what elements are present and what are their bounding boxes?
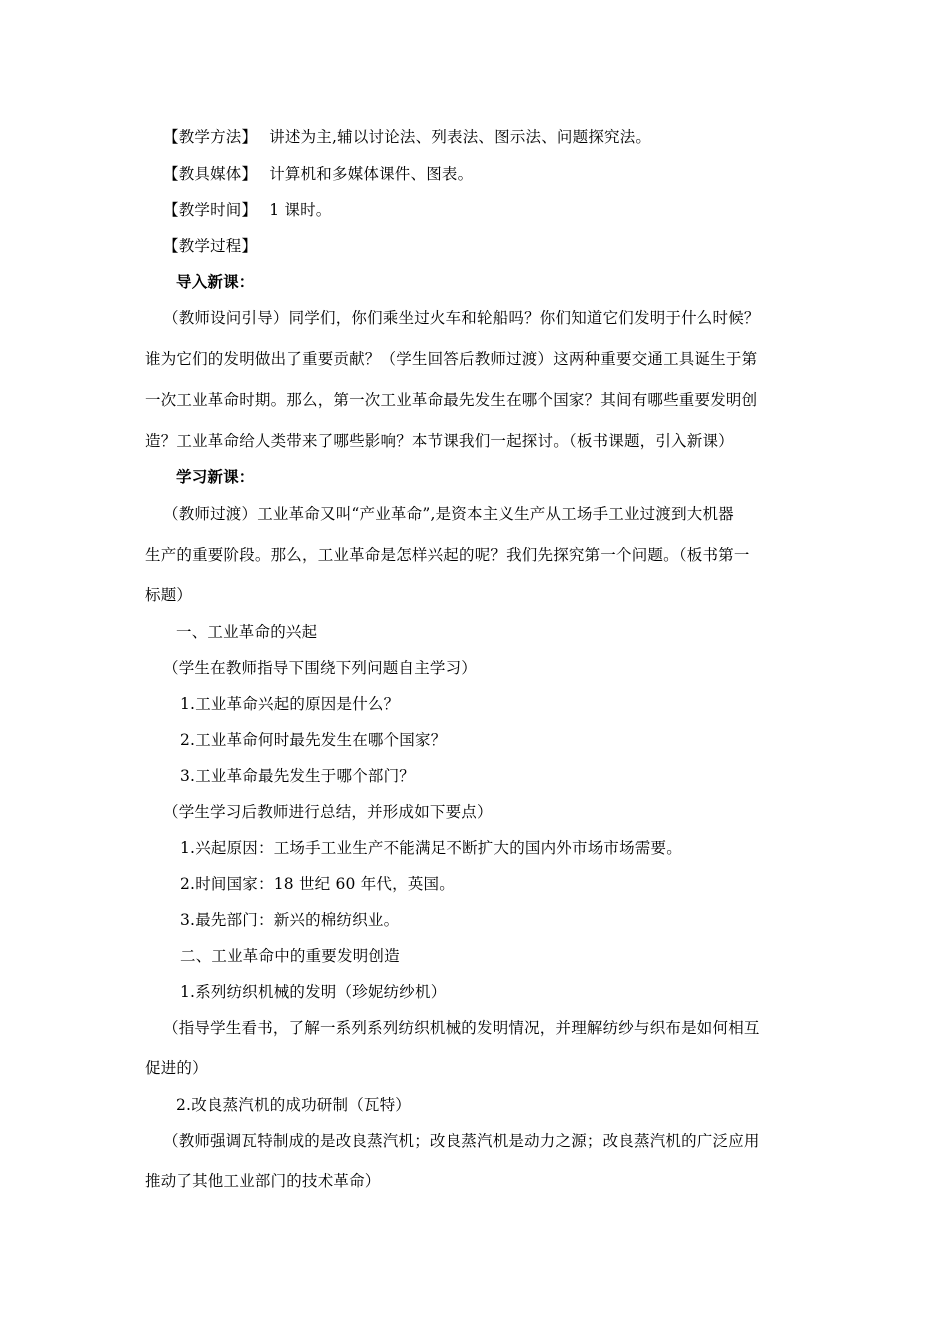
section1-question: 2.工业革命何时最先发生在哪个国家？: [180, 731, 447, 749]
media-line: [163, 164, 473, 184]
media-label: 【教具媒体】: [163, 165, 258, 183]
section2-note: 推动了其他工业部门的技术革命）: [145, 1172, 381, 1190]
section1-question: 3.工业革命最先发生于哪个部门？: [180, 767, 415, 785]
intro-line: （教师设问引导）同学们，你们乘坐过火车和轮船吗？你们知道它们发明于什么时候？: [163, 309, 760, 327]
teaching-method-label: 【教学方法】: [163, 128, 258, 146]
time-label: 【教学时间】: [163, 201, 258, 219]
media-value: 计算机和多媒体课件、图表。: [269, 165, 474, 183]
section2-title: 二、工业革命中的重要发明创造: [180, 947, 400, 965]
process-label: 【教学过程】: [163, 237, 258, 255]
intro-line: 谁为它们的发明做出了重要贡献？（学生回答后教师过渡）这两种重要交通工具诞生于第: [145, 350, 758, 368]
section2-note: （教师强调瓦特制成的是改良蒸汽机；改良蒸汽机是动力之源；改良蒸汽机的广泛应用: [163, 1132, 760, 1150]
section1-question: 1.工业革命兴起的原因是什么？: [180, 695, 400, 713]
teaching-method-line: [163, 127, 651, 147]
time-line: [163, 200, 332, 220]
intro-line: 造？工业革命给人类带来了哪些影响？本节课我们一起探讨。（板书课题，引入新课）: [145, 432, 734, 450]
section1-point: 2.时间国家：18 世纪 60 年代，英国。: [180, 875, 455, 893]
intro-line: 一次工业革命时期。那么，第一次工业革命最先发生在哪个国家？其间有哪些重要发明创: [145, 391, 758, 409]
new-lesson-line: 生产的重要阶段。那么，工业革命是怎样兴起的呢？我们先探究第一个问题。（板书第一: [145, 546, 750, 564]
section2-note: 促进的）: [145, 1059, 208, 1077]
section1-prompt: （学生在教师指导下围绕下列问题自主学习）: [163, 659, 478, 677]
section1-title: 一、工业革命的兴起: [176, 623, 318, 641]
section2-item: 2.改良蒸汽机的成功研制（瓦特）: [176, 1096, 411, 1114]
new-lesson-line: 标题）: [145, 586, 193, 604]
section2-item: 1.系列纺织机械的发明（珍妮纺纱机）: [180, 983, 447, 1001]
intro-heading: 导入新课：: [176, 272, 255, 291]
section2-note: （指导学生看书，了解一系列系列纺织机械的发明情况，并理解纺纱与织布是如何相互: [163, 1019, 760, 1037]
time-value: 1 课时。: [269, 201, 332, 219]
section1-summary-prompt: （学生学习后教师进行总结，并形成如下要点）: [163, 803, 493, 821]
teaching-method-value: 讲述为主,辅以讨论法、列表法、图示法、问题探究法。: [269, 128, 652, 146]
new-lesson-line: （教师过渡）工业革命又叫“产业革命”,是资本主义生产从工场手工业过渡到大机器: [163, 505, 734, 523]
section1-point: 3.最先部门：新兴的棉纺织业。: [180, 911, 400, 929]
new-lesson-heading: 学习新课：: [176, 467, 255, 486]
section1-point: 1.兴起原因：工场手工业生产不能满足不断扩大的国内外市场市场需要。: [180, 839, 682, 857]
